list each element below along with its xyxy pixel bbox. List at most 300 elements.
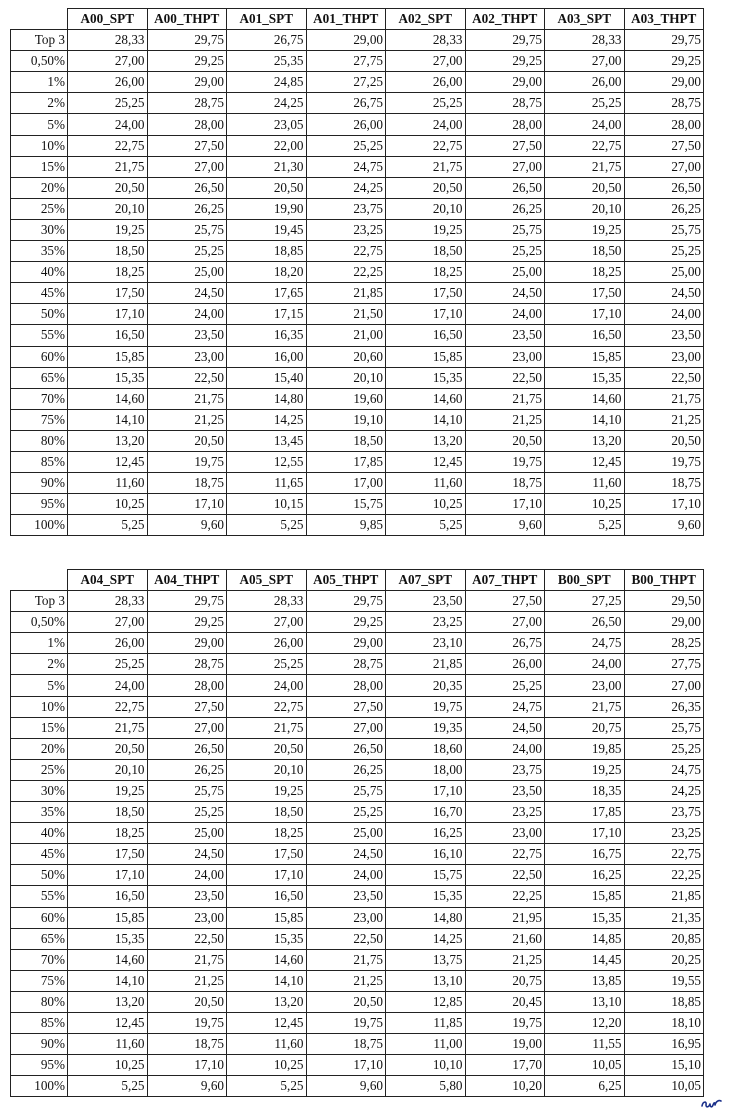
score-cell: 24,50 (624, 283, 704, 304)
score-cell: 10,25 (68, 1055, 148, 1076)
score-cell: 16,50 (545, 325, 625, 346)
column-header: A04_SPT (68, 570, 148, 591)
score-cell: 20,50 (545, 177, 625, 198)
score-cell: 10,20 (465, 1076, 545, 1097)
score-cell: 23,50 (386, 591, 466, 612)
score-cell: 27,00 (386, 51, 466, 72)
score-cell: 21,75 (147, 949, 227, 970)
score-cell: 27,75 (624, 654, 704, 675)
score-cell: 14,60 (545, 388, 625, 409)
score-cell: 17,50 (386, 283, 466, 304)
score-cell: 18,25 (68, 262, 148, 283)
score-cell: 21,75 (545, 696, 625, 717)
score-cell: 27,00 (306, 717, 386, 738)
column-header: A02_THPT (465, 9, 545, 30)
score-cell: 20,85 (624, 928, 704, 949)
row-label: 90% (11, 473, 68, 494)
score-cell: 17,50 (545, 283, 625, 304)
score-cell: 21,85 (306, 283, 386, 304)
score-cell: 24,50 (306, 844, 386, 865)
score-cell: 26,00 (465, 654, 545, 675)
row-label: 85% (11, 451, 68, 472)
score-cell: 10,05 (624, 1076, 704, 1097)
score-cell: 20,10 (68, 198, 148, 219)
handwritten-initials-icon (700, 1096, 724, 1110)
score-cell: 26,75 (227, 30, 307, 51)
score-cell: 14,10 (68, 970, 148, 991)
score-cell: 16,25 (386, 823, 466, 844)
score-cell: 20,50 (68, 738, 148, 759)
row-label: 60% (11, 346, 68, 367)
score-cell: 24,25 (227, 93, 307, 114)
score-cell: 26,25 (147, 198, 227, 219)
score-cell: 19,55 (624, 970, 704, 991)
score-cell: 28,75 (624, 93, 704, 114)
score-cell: 25,00 (147, 262, 227, 283)
score-cell: 18,20 (227, 262, 307, 283)
score-cell: 22,75 (465, 844, 545, 865)
row-label: 45% (11, 844, 68, 865)
score-cell: 19,75 (147, 451, 227, 472)
score-cell: 27,00 (147, 717, 227, 738)
table-row (11, 262, 704, 283)
column-header: A00_THPT (147, 9, 227, 30)
table-row (11, 177, 704, 198)
score-cell: 27,50 (306, 696, 386, 717)
score-cell: 17,10 (147, 1055, 227, 1076)
score-cell: 28,33 (68, 591, 148, 612)
score-cell: 9,85 (306, 515, 386, 536)
column-header: A05_SPT (227, 570, 307, 591)
score-cell: 26,50 (624, 177, 704, 198)
score-cell: 17,10 (624, 494, 704, 515)
score-cell: 21,85 (386, 654, 466, 675)
table-row (11, 114, 704, 135)
score-cell: 19,25 (68, 780, 148, 801)
score-cell: 18,75 (147, 1034, 227, 1055)
score-cell: 22,25 (624, 865, 704, 886)
score-cell: 28,75 (147, 93, 227, 114)
score-cell: 24,75 (624, 759, 704, 780)
score-cell: 15,85 (227, 907, 307, 928)
row-label: 5% (11, 114, 68, 135)
score-cell: 17,85 (306, 451, 386, 472)
score-cell: 11,60 (68, 473, 148, 494)
table-row (11, 473, 704, 494)
score-cell: 24,00 (386, 114, 466, 135)
table-row (11, 30, 704, 51)
row-label: 15% (11, 156, 68, 177)
table-row (11, 1012, 704, 1033)
score-cell: 22,75 (227, 696, 307, 717)
score-cell: 24,50 (465, 283, 545, 304)
score-cell: 25,25 (465, 675, 545, 696)
score-cell: 25,75 (147, 780, 227, 801)
table-row (11, 823, 704, 844)
score-cell: 23,00 (147, 907, 227, 928)
score-cell: 16,50 (386, 325, 466, 346)
score-cell: 14,10 (68, 409, 148, 430)
score-cell: 27,00 (68, 51, 148, 72)
score-cell: 28,00 (306, 675, 386, 696)
row-label: 0,50% (11, 51, 68, 72)
score-cell: 13,45 (227, 430, 307, 451)
score-cell: 23,00 (147, 346, 227, 367)
score-cell: 15,35 (545, 367, 625, 388)
score-cell: 15,40 (227, 367, 307, 388)
score-cell: 13,10 (386, 970, 466, 991)
score-cell: 29,00 (624, 72, 704, 93)
score-cell: 13,20 (68, 430, 148, 451)
score-cell: 20,10 (386, 198, 466, 219)
score-cell: 25,75 (147, 219, 227, 240)
score-cell: 26,50 (147, 177, 227, 198)
score-cell: 27,50 (465, 591, 545, 612)
score-cell: 18,50 (545, 241, 625, 262)
score-cell: 20,50 (624, 430, 704, 451)
score-cell: 21,75 (386, 156, 466, 177)
score-cell: 15,85 (68, 346, 148, 367)
score-cell: 26,00 (227, 633, 307, 654)
header-row (11, 9, 704, 30)
score-cell: 24,00 (465, 304, 545, 325)
score-cell: 15,85 (545, 346, 625, 367)
score-cell: 17,50 (227, 844, 307, 865)
score-cell: 22,50 (147, 367, 227, 388)
score-cell: 28,33 (227, 591, 307, 612)
score-cell: 20,25 (624, 949, 704, 970)
score-cell: 15,35 (68, 928, 148, 949)
score-cell: 24,25 (306, 177, 386, 198)
score-cell: 23,10 (386, 633, 466, 654)
score-cell: 23,75 (465, 759, 545, 780)
score-cell: 26,25 (147, 759, 227, 780)
score-cell: 27,50 (465, 135, 545, 156)
score-cell: 14,60 (386, 388, 466, 409)
score-cell: 26,00 (306, 114, 386, 135)
table-row (11, 72, 704, 93)
score-cell: 29,00 (624, 612, 704, 633)
score-cell: 25,75 (465, 219, 545, 240)
score-cell: 15,75 (386, 865, 466, 886)
score-cell: 23,00 (624, 346, 704, 367)
score-cell: 14,60 (227, 949, 307, 970)
score-cell: 21,75 (227, 717, 307, 738)
score-cell: 29,00 (306, 633, 386, 654)
score-cell: 28,00 (147, 114, 227, 135)
score-cell: 28,00 (465, 114, 545, 135)
score-cell: 28,25 (624, 633, 704, 654)
score-cell: 11,85 (386, 1012, 466, 1033)
score-cell: 25,25 (465, 241, 545, 262)
table-header (11, 570, 704, 591)
score-cell: 21,75 (68, 717, 148, 738)
score-cell: 28,33 (545, 30, 625, 51)
score-cell: 11,60 (68, 1034, 148, 1055)
score-cell: 14,45 (545, 949, 625, 970)
score-cell: 19,75 (386, 696, 466, 717)
score-cell: 5,80 (386, 1076, 466, 1097)
row-label: 45% (11, 283, 68, 304)
table-row (11, 325, 704, 346)
score-cell: 19,85 (545, 738, 625, 759)
table-row (11, 430, 704, 451)
score-cell: 29,25 (624, 51, 704, 72)
score-cell: 16,75 (545, 844, 625, 865)
score-cell: 17,00 (306, 473, 386, 494)
score-cell: 28,75 (147, 654, 227, 675)
column-header: A00_SPT (68, 9, 148, 30)
score-cell: 16,95 (624, 1034, 704, 1055)
row-label: 10% (11, 135, 68, 156)
table-row (11, 780, 704, 801)
score-cell: 22,75 (68, 135, 148, 156)
score-cell: 22,00 (227, 135, 307, 156)
score-cell: 27,00 (68, 612, 148, 633)
score-cell: 25,25 (68, 654, 148, 675)
score-cell: 24,00 (545, 114, 625, 135)
row-label: 50% (11, 865, 68, 886)
table-row (11, 675, 704, 696)
score-cell: 10,25 (227, 1055, 307, 1076)
score-cell: 26,00 (545, 72, 625, 93)
score-cell: 29,75 (147, 30, 227, 51)
column-header: A02_SPT (386, 9, 466, 30)
score-cell: 20,10 (68, 759, 148, 780)
row-label: 35% (11, 802, 68, 823)
score-cell: 18,75 (147, 473, 227, 494)
score-cell: 24,50 (147, 844, 227, 865)
score-cell: 22,50 (465, 865, 545, 886)
score-cell: 14,10 (386, 409, 466, 430)
score-cell: 13,20 (227, 991, 307, 1012)
score-cell: 19,60 (306, 388, 386, 409)
row-label: 25% (11, 759, 68, 780)
row-label: 5% (11, 675, 68, 696)
score-cell: 26,25 (465, 198, 545, 219)
score-cell: 17,10 (465, 494, 545, 515)
score-cell: 29,25 (147, 51, 227, 72)
score-cell: 19,75 (465, 451, 545, 472)
row-label: 20% (11, 738, 68, 759)
score-cell: 27,25 (545, 591, 625, 612)
table-row (11, 515, 704, 536)
score-cell: 15,85 (68, 907, 148, 928)
score-cell: 21,30 (227, 156, 307, 177)
score-cell: 20,50 (147, 430, 227, 451)
score-cell: 14,10 (227, 970, 307, 991)
score-table-2 (10, 569, 704, 1097)
score-cell: 20,35 (386, 675, 466, 696)
score-cell: 28,00 (624, 114, 704, 135)
score-cell: 25,25 (545, 93, 625, 114)
score-cell: 20,10 (545, 198, 625, 219)
score-cell: 24,75 (465, 696, 545, 717)
table-row (11, 696, 704, 717)
table-row (11, 844, 704, 865)
score-cell: 23,50 (465, 325, 545, 346)
score-cell: 27,50 (147, 696, 227, 717)
score-cell: 26,75 (306, 93, 386, 114)
score-cell: 29,00 (147, 72, 227, 93)
score-cell: 25,75 (624, 219, 704, 240)
score-cell: 14,10 (545, 409, 625, 430)
score-cell: 12,85 (386, 991, 466, 1012)
score-cell: 22,25 (306, 262, 386, 283)
score-cell: 26,25 (624, 198, 704, 219)
score-cell: 19,25 (386, 219, 466, 240)
score-cell: 29,00 (306, 30, 386, 51)
score-cell: 27,00 (624, 156, 704, 177)
score-cell: 27,00 (147, 156, 227, 177)
score-cell: 19,90 (227, 198, 307, 219)
row-label: 80% (11, 430, 68, 451)
score-cell: 20,50 (68, 177, 148, 198)
score-cell: 29,00 (465, 72, 545, 93)
column-header: A05_THPT (306, 570, 386, 591)
row-label: 70% (11, 388, 68, 409)
score-cell: 10,05 (545, 1055, 625, 1076)
score-cell: 19,75 (465, 1012, 545, 1033)
row-label: Top 3 (11, 591, 68, 612)
score-cell: 25,25 (68, 93, 148, 114)
score-cell: 10,10 (386, 1055, 466, 1076)
row-label: 75% (11, 409, 68, 430)
row-label: 65% (11, 367, 68, 388)
table-row (11, 886, 704, 907)
score-cell: 21,75 (147, 388, 227, 409)
row-label: 60% (11, 907, 68, 928)
table-row (11, 1055, 704, 1076)
row-label: 55% (11, 325, 68, 346)
score-cell: 12,45 (68, 1012, 148, 1033)
score-cell: 16,10 (386, 844, 466, 865)
score-cell: 19,75 (147, 1012, 227, 1033)
column-header: A03_SPT (545, 9, 625, 30)
score-cell: 18,50 (386, 241, 466, 262)
score-cell: 21,35 (624, 907, 704, 928)
score-cell: 17,50 (68, 844, 148, 865)
score-cell: 19,00 (465, 1034, 545, 1055)
table-row (11, 759, 704, 780)
score-cell: 21,60 (465, 928, 545, 949)
score-cell: 25,00 (624, 262, 704, 283)
score-cell: 18,75 (306, 1034, 386, 1055)
row-label: 2% (11, 654, 68, 675)
score-cell: 23,75 (624, 802, 704, 823)
column-header: A01_SPT (227, 9, 307, 30)
column-header: A07_THPT (465, 570, 545, 591)
table-row (11, 1076, 704, 1097)
score-cell: 20,75 (465, 970, 545, 991)
score-cell: 14,85 (545, 928, 625, 949)
score-cell: 17,15 (227, 304, 307, 325)
row-label: 65% (11, 928, 68, 949)
score-cell: 25,25 (386, 93, 466, 114)
table-row (11, 409, 704, 430)
score-cell: 17,10 (68, 865, 148, 886)
score-cell: 9,60 (624, 515, 704, 536)
score-cell: 20,50 (386, 177, 466, 198)
score-cell: 16,70 (386, 802, 466, 823)
score-cell: 11,65 (227, 473, 307, 494)
score-cell: 20,50 (227, 177, 307, 198)
score-cell: 29,75 (465, 30, 545, 51)
score-cell: 12,45 (227, 1012, 307, 1033)
table-row (11, 51, 704, 72)
score-cell: 19,25 (68, 219, 148, 240)
table-row (11, 612, 704, 633)
score-cell: 17,10 (545, 823, 625, 844)
score-cell: 22,75 (306, 241, 386, 262)
score-cell: 25,75 (306, 780, 386, 801)
score-cell: 20,45 (465, 991, 545, 1012)
score-cell: 24,50 (147, 283, 227, 304)
table-row (11, 970, 704, 991)
score-cell: 23,00 (545, 675, 625, 696)
score-cell: 20,50 (227, 738, 307, 759)
table-header (11, 9, 704, 30)
table-row (11, 633, 704, 654)
score-cell: 28,33 (386, 30, 466, 51)
table-row (11, 738, 704, 759)
header-row (11, 570, 704, 591)
score-cell: 15,75 (306, 494, 386, 515)
score-cell: 27,25 (306, 72, 386, 93)
score-cell: 13,20 (386, 430, 466, 451)
score-cell: 21,75 (306, 949, 386, 970)
score-cell: 23,50 (465, 780, 545, 801)
score-cell: 25,25 (624, 738, 704, 759)
table-row (11, 135, 704, 156)
table-row (11, 304, 704, 325)
score-cell: 11,60 (545, 473, 625, 494)
score-cell: 17,10 (545, 304, 625, 325)
score-cell: 22,75 (545, 135, 625, 156)
table-row (11, 283, 704, 304)
score-cell: 16,00 (227, 346, 307, 367)
row-label: 95% (11, 494, 68, 515)
row-label: 100% (11, 1076, 68, 1097)
score-cell: 26,25 (306, 759, 386, 780)
score-cell: 21,25 (147, 970, 227, 991)
score-cell: 22,50 (624, 367, 704, 388)
score-cell: 17,10 (227, 865, 307, 886)
score-cell: 25,25 (147, 802, 227, 823)
score-cell: 5,25 (68, 515, 148, 536)
score-cell: 18,25 (68, 823, 148, 844)
score-cell: 20,75 (545, 717, 625, 738)
score-cell: 15,35 (386, 886, 466, 907)
score-cell: 24,00 (545, 654, 625, 675)
score-cell: 19,45 (227, 219, 307, 240)
score-cell: 21,75 (68, 156, 148, 177)
score-cell: 24,85 (227, 72, 307, 93)
row-label: 90% (11, 1034, 68, 1055)
score-cell: 13,75 (386, 949, 466, 970)
score-cell: 24,00 (624, 304, 704, 325)
score-cell: 21,25 (465, 949, 545, 970)
score-cell: 13,20 (68, 991, 148, 1012)
row-label: 0,50% (11, 612, 68, 633)
row-label: 2% (11, 93, 68, 114)
score-cell: 17,10 (68, 304, 148, 325)
table-row (11, 346, 704, 367)
score-cell: 6,25 (545, 1076, 625, 1097)
score-cell: 22,75 (386, 135, 466, 156)
table-row (11, 494, 704, 515)
score-cell: 19,75 (306, 1012, 386, 1033)
